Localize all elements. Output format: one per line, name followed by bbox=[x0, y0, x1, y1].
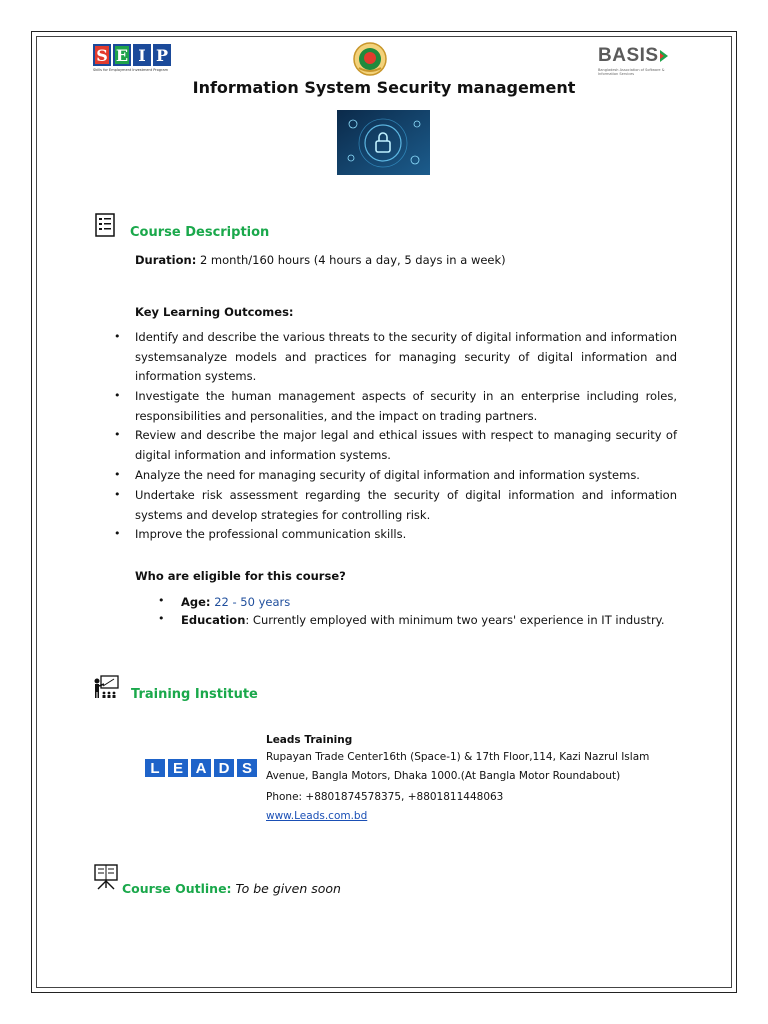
seip-tagline: Skills for Employment Investment Program bbox=[93, 68, 169, 72]
institute-address-line1: Rupayan Trade Center16th (Space-1) & 17th Floor,114, Kazi Nazrul Islam bbox=[266, 751, 650, 763]
institute-phone: Phone: +8801874578375, +8801811448063 bbox=[266, 791, 504, 803]
outcome-item: Review and describe the major legal and ethical issues with respect to managing security of digital information and information systems. bbox=[135, 428, 677, 462]
leads-logo-letter: L bbox=[145, 759, 165, 777]
leads-logo bbox=[145, 759, 257, 777]
government-emblem-icon bbox=[353, 42, 387, 76]
institute-address-line2: Avenue, Bangla Motors, Dhaka 1000.(At Bangla Motor Roundabout) bbox=[266, 770, 621, 782]
duration-value: 2 month/160 hours (4 hours a day, 5 days in a week) bbox=[199, 253, 506, 267]
course-outline-board-icon bbox=[94, 864, 118, 890]
leads-logo-letter: S bbox=[237, 759, 257, 777]
list-document-icon bbox=[95, 213, 115, 237]
course-outline-line bbox=[122, 881, 341, 896]
bullet-icon: • bbox=[114, 488, 121, 501]
bullet-icon: • bbox=[114, 527, 121, 540]
outcome-item: Improve the professional communication skills. bbox=[135, 527, 407, 541]
leads-logo-letter: E bbox=[168, 759, 188, 777]
education-line bbox=[181, 610, 665, 630]
course-description-heading: Course Description bbox=[130, 225, 270, 240]
seip-letter: E bbox=[113, 44, 131, 66]
age-label: Age: bbox=[181, 595, 211, 609]
duration-label: Duration: bbox=[135, 253, 197, 267]
duration-line bbox=[135, 250, 506, 270]
outcome-item: Investigate the human management aspects of security in an enterprise including roles, responsibilities and personalities, and the impact on trading partners. bbox=[135, 389, 677, 423]
bullet-icon: • bbox=[114, 330, 121, 343]
cyber-security-image bbox=[337, 110, 430, 175]
leads-logo-letter: D bbox=[214, 759, 234, 777]
institute-name: Leads Training bbox=[266, 734, 353, 746]
outcomes-heading: Key Learning Outcomes: bbox=[135, 305, 294, 319]
bullet-icon: • bbox=[158, 594, 165, 607]
course-outline-value: To be given soon bbox=[235, 881, 341, 896]
basis-logo bbox=[598, 45, 684, 79]
seip-letter: I bbox=[133, 44, 151, 66]
outcome-item: Undertake risk assessment regarding the security of digital information and information systems and develop strategies for controlling risk. bbox=[135, 488, 677, 522]
institute-website-link[interactable]: www.Leads.com.bd bbox=[266, 810, 368, 822]
age-value: 22 - 50 years bbox=[214, 595, 291, 609]
page-title: Information System Security management bbox=[192, 78, 576, 97]
bullet-icon: • bbox=[114, 389, 121, 402]
outcome-item: Identify and describe the various threats to the security of digital information and information systemsanalyze models and practices for managing security of digital information and information systems. bbox=[135, 330, 677, 384]
course-outline-heading: Course Outline: bbox=[122, 881, 232, 896]
education-label: Education bbox=[181, 613, 246, 627]
outcome-item: Analyze the need for managing security of digital information and information systems. bbox=[135, 468, 640, 482]
bullet-icon: • bbox=[158, 612, 165, 625]
leads-logo-letter: A bbox=[191, 759, 211, 777]
training-institute-heading: Training Institute bbox=[131, 687, 258, 702]
basis-tagline: Bangladesh Association of Software & Information Services bbox=[598, 68, 665, 76]
seip-logo bbox=[93, 44, 178, 78]
bullet-icon: • bbox=[114, 468, 121, 481]
seip-letter: P bbox=[153, 44, 171, 66]
basis-wordmark: BASIS bbox=[598, 45, 659, 66]
seip-letter: S bbox=[93, 44, 111, 66]
teacher-presentation-icon bbox=[92, 675, 120, 699]
bullet-icon: • bbox=[114, 428, 121, 441]
age-line bbox=[181, 592, 290, 612]
eligibility-heading: Who are eligible for this course? bbox=[135, 569, 346, 583]
education-value: : Currently employed with minimum two years' experience in IT industry. bbox=[245, 613, 665, 627]
basis-arrow-icon bbox=[659, 49, 669, 63]
